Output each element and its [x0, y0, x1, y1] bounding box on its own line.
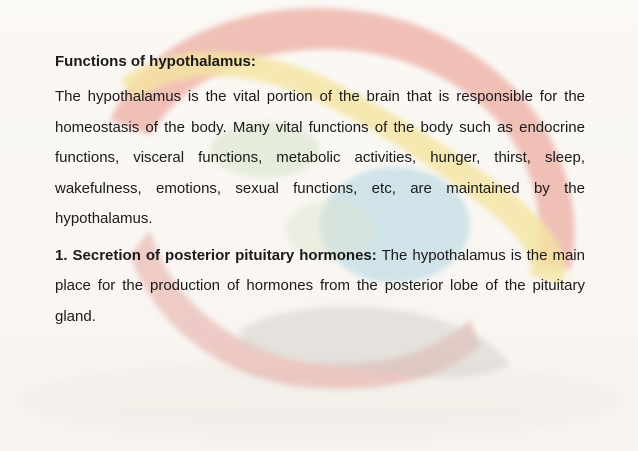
point-1-text: The hypothalamus is the main place for the production of hormones from the posterior lobe of the pituitary gland.: [55, 246, 585, 325]
point-1-paragraph: [55, 241, 585, 333]
slide-content: [55, 52, 585, 332]
slide-heading: Functions of hypothalamus:: [55, 53, 256, 70]
point-1-title: 1. Secretion of posterior pituitary hormones:: [55, 246, 377, 264]
intro-paragraph: The hypothalamus is the vital portion of the brain that is responsible for the homeostasis of the body. Many vital functions of the body such as endocrine functions, visceral functions, metabolic activities, hunger, thirst, sleep, wakefulness, emotions, sexual functions, etc, are maintained by the hypothalamus.: [55, 88, 585, 227]
